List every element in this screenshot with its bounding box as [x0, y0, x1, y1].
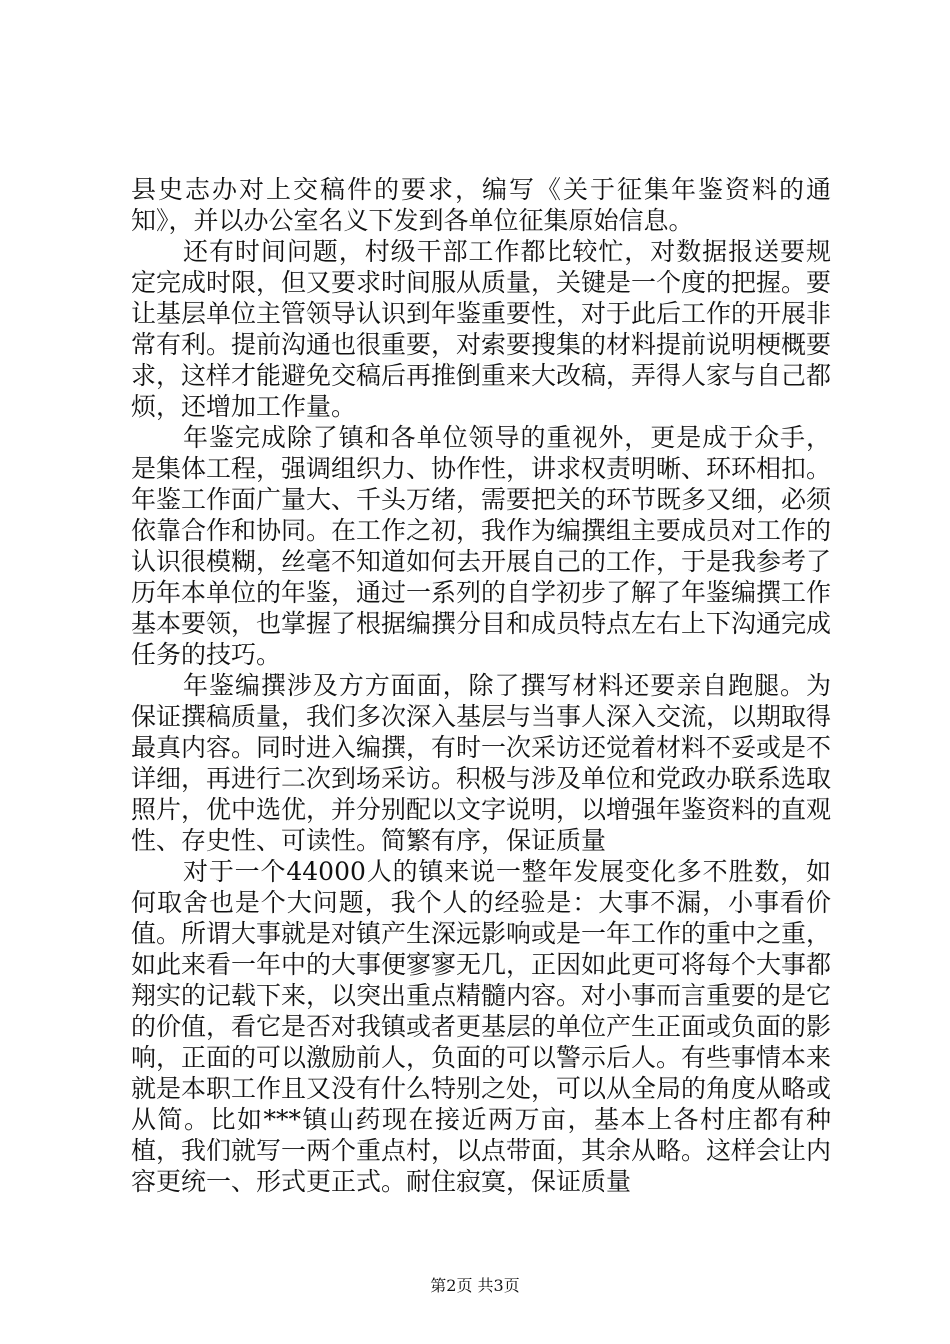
page-number-footer: 第2页 共3页 [430, 1276, 520, 1295]
paragraph-1: 县史志办对上交稿件的要求，编写《关于征集年鉴资料的通知》，并以办公室名义下发到各单位征集原始信息。 [131, 175, 831, 235]
paragraph-2: 还有时间问题，村级干部工作都比较忙，对数据报送要规定完成时限，但又要求时间服从质量，关键是一个度的把握。要让基层单位主管领导认识到年鉴重要性，对于此后工作的开展非常有利。提前沟通也很重要，对索要搜集的材料提前说明梗概要求，这样才能避免交稿后再推倒重来大改稿，弄得人家与自己都烦，还增加工作量。 [131, 237, 832, 421]
document-body [131, 174, 831, 1197]
paragraph-4: 年鉴编撰涉及方方面面，除了撰写材料还要亲自跑腿。为保证撰稿质量，我们多次深入基层与当事人深入交流，以期取得最真内容。同时进入编撰，有时一次采访还觉着材料不妥或是不详细，再进行二次到场采访。积极与涉及单位和党政办联系选取照片，优中选优，并分别配以文字说明，以增强年鉴资料的直观性、存史性、可读性。简繁有序，保证质量 [131, 671, 832, 855]
paragraph-3: 年鉴完成除了镇和各单位领导的重视外，更是成于众手，是集体工程，强调组织力、协作性，讲求权责明晰、环环相扣。年鉴工作面广量大、千头万绪，需要把关的环节既多又细，必须依靠合作和协同。在工作之初，我作为编撰组主要成员对工作的认识很模糊，丝毫不知道如何去开展自己的工作，于是我参考了历年本单位的年鉴，通过一系列的自学初步了解了年鉴编撰工作基本要领，也掌握了根据编撰分目和成员特点左右上下沟通完成任务的技巧。 [131, 423, 832, 669]
paragraph-5: 对于一个44000人的镇来说一整年发展变化多不胜数，如何取舍也是个大问题，我个人的经验是：大事不漏，小事看价值。所谓大事就是对镇产生深远影响或是一年工作的重中之重，如此来看一年中的大事便寥寥无几，正因如此更可将每个大事都翔实的记载下来，以突出重点精髓内容。对小事而言重要的是它的价值，看它是否对我镇或者更基层的单位产生正面或负面的影响，正面的可以激励前人，负面的可以警示后人。有些事情本来就是本职工作且又没有什么特别之处，可以从全局的角度从略或从简。比如***镇山药现在接近两万亩，基本上各村庄都有种植，我们就写一两个重点村，以点带面，其余从略。这样会让内容更统一、形式更正式。耐住寂寞，保证质量 [131, 857, 832, 1196]
